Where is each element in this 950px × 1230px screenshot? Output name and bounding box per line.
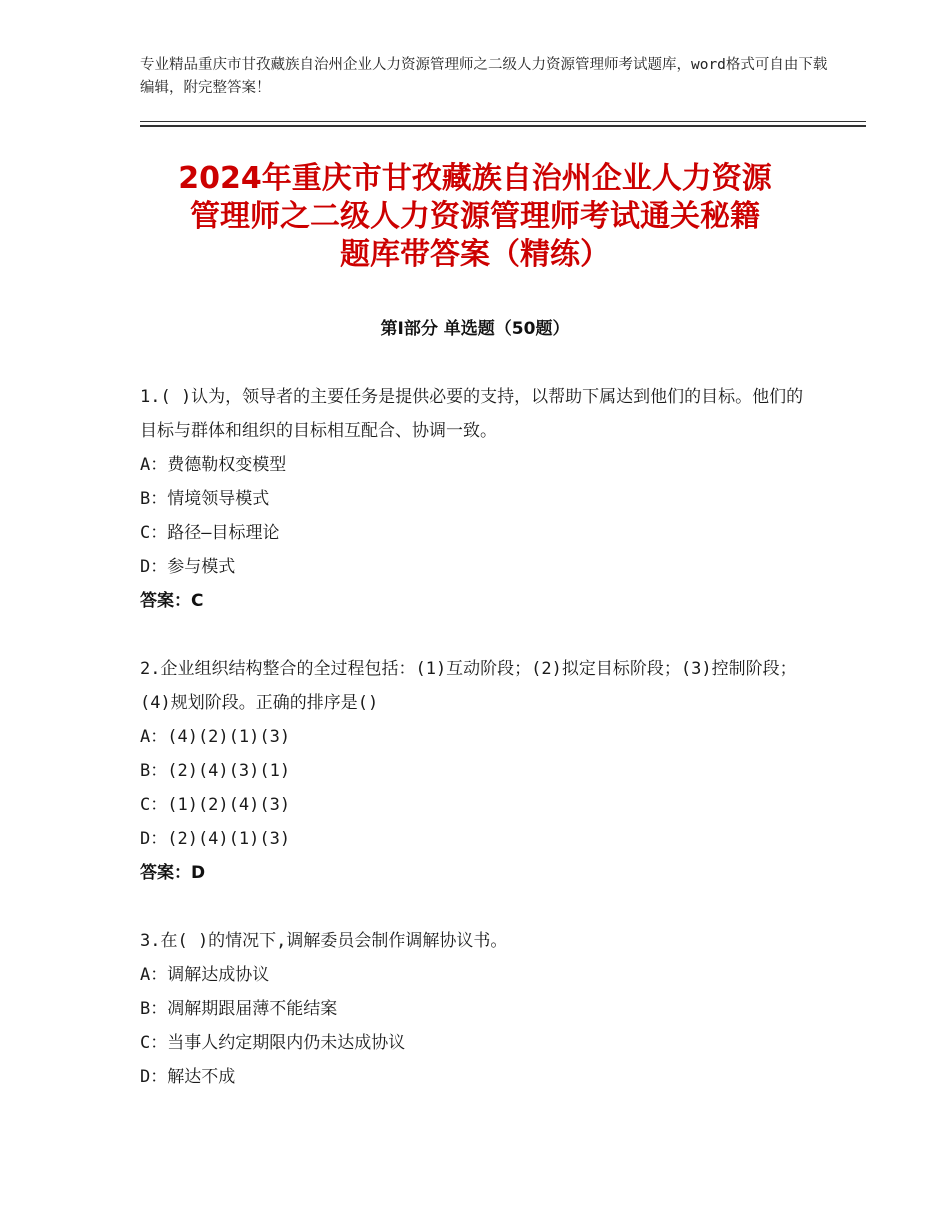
option-b: B：(2)(4)(3)(1) [140,761,291,781]
question-list [140,380,820,1128]
question-1 [140,380,820,618]
option-c: C：(1)(2)(4)(3) [140,795,291,815]
option-d: D：参与模式 [140,557,236,577]
question-3 [140,924,820,1094]
header-rule-thick [140,125,866,127]
document-title [110,160,840,274]
question-2 [140,652,820,890]
header-rule-thin [140,121,866,122]
header-note: 专业精品重庆市甘孜藏族自治州企业人力资源管理师之二级人力资源管理师考试题库，word格式可自由下载编辑，附完整答案！ [140,57,828,96]
title-line-1: 2024年重庆市甘孜藏族自治州企业人力资源 [178,161,772,196]
option-b: B：凋解期跟届薄不能结案 [140,999,338,1019]
option-b: B：情境领导模式 [140,489,270,509]
option-c: C：路径—目标理论 [140,523,280,543]
option-a: A：费德勒权变模型 [140,455,287,475]
title-line-2: 管理师之二级人力资源管理师考试通关秘籍 [190,199,760,234]
option-c: C：当事人约定期限内仍未达成协议 [140,1033,406,1053]
option-a: A：(4)(2)(1)(3) [140,727,291,747]
title-line-3: 题库带答案（精练） [340,237,610,272]
question-stem: 1.( )认为，领导者的主要任务是提供必要的支持，以帮助下属达到他们的目标。他们的目标与群体和组织的目标相互配合、协调一致。 [140,387,804,441]
question-stem: 3.在( )的情况下,调解委员会制作调解协议书。 [140,931,508,951]
option-d: D：(2)(4)(1)(3) [140,829,291,849]
answer: 答案：D [140,863,206,883]
option-d: D：解达不成 [140,1067,236,1087]
option-a: A：调解达成协议 [140,965,270,985]
answer: 答案：C [140,591,204,611]
question-stem: 2.企业组织结构整合的全过程包括：(1)互动阶段；(2)拟定目标阶段；(3)控制阶段；(4)规划阶段。正确的排序是() [140,659,797,713]
section-title: 第Ⅰ部分 单选题（50题） [380,319,570,339]
